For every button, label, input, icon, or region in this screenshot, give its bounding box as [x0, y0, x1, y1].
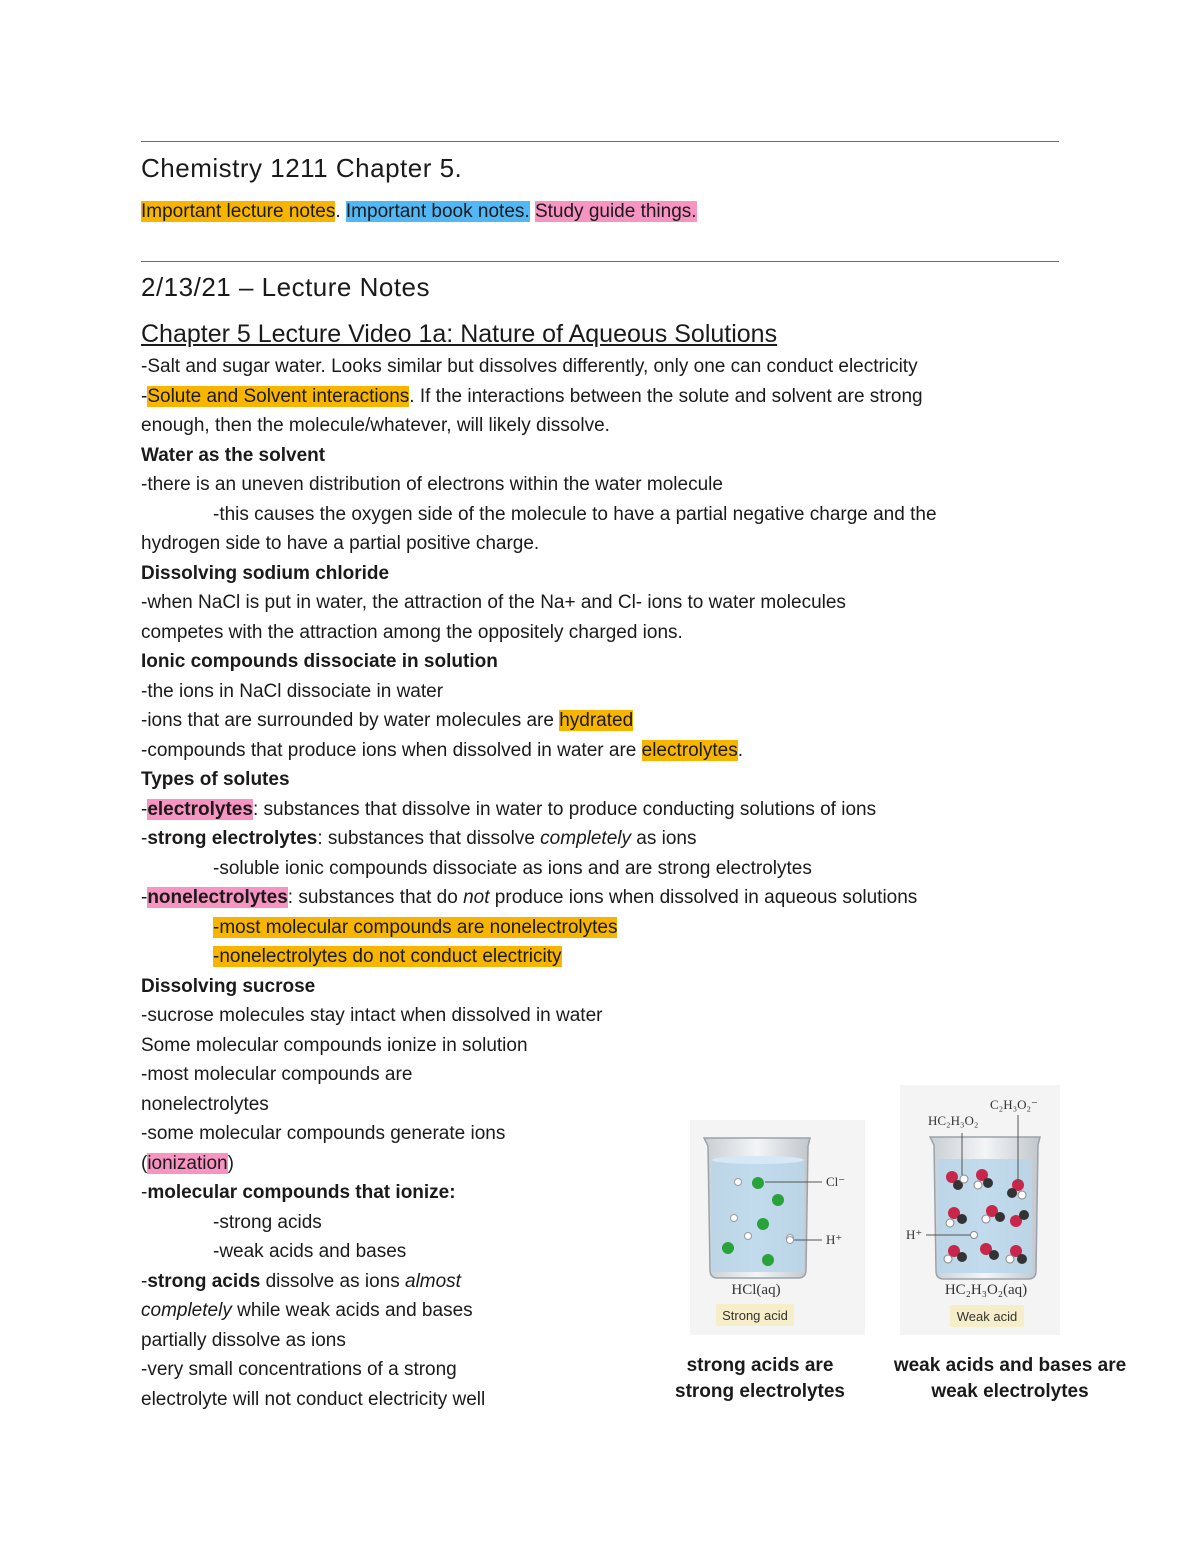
- highlight-study: nonelectrolytes: [147, 887, 288, 908]
- note-line-indented: [141, 942, 1071, 972]
- note-line: -sucrose molecules stay intact when dissolved in water: [141, 1005, 603, 1026]
- note-line: -strong electrolytes: substances that dissolve completely as ions: [141, 828, 697, 849]
- note-line: -strong acids dissolve as ions almost: [141, 1270, 461, 1292]
- chloride-ion: [752, 1177, 764, 1189]
- note-line: -nonelectrolytes: substances that do not produce ions when dissolved in aqueous solutions: [141, 887, 918, 908]
- acetate-label: C₂H₃O₂⁻: [990, 1097, 1038, 1112]
- chloride-ion: [757, 1218, 769, 1230]
- highlight-lecture: -most molecular compounds are nonelectrolytes: [213, 916, 618, 938]
- water-fill: [712, 1160, 804, 1272]
- hydrogen-ion: [731, 1215, 738, 1222]
- hydrogen-label: H⁺: [826, 1232, 843, 1247]
- acid-type-tag: Weak acid: [956, 1309, 1018, 1324]
- legend-book-notes: Important book notes.: [345, 201, 530, 222]
- note-line: nonelectrolytes: [141, 1093, 269, 1115]
- note-line: -the ions in NaCl dissociate in water: [141, 680, 444, 702]
- note-line: electrolyte will not conduct electricity well: [141, 1388, 486, 1410]
- note-line: -electrolytes: substances that dissolve in water to produce conducting solutions of ions: [141, 798, 877, 820]
- chloride-ion: [722, 1242, 734, 1254]
- color-legend: Important lecture notes. Important book notes. Study guide things.: [141, 201, 697, 222]
- formula-label: HCl(aq): [731, 1282, 781, 1298]
- note-heading: Water as the solvent: [141, 444, 326, 466]
- note-line: -Salt and sugar water. Looks similar but dissolves differently, only one can conduct electricity: [141, 356, 918, 377]
- acid-type-tag: Strong acid: [722, 1308, 788, 1323]
- highlight-lecture: hydrated: [559, 710, 634, 731]
- note-line: completely while weak acids and bases: [141, 1300, 473, 1321]
- hydrogen-ion: [735, 1179, 742, 1186]
- highlight-study: electrolytes: [147, 798, 253, 820]
- acetic-acid-molecules: [944, 1169, 1029, 1264]
- note-heading: Dissolving sodium chloride: [141, 562, 390, 584]
- formula-label: HC₂H₃O₂(aq): [944, 1282, 1028, 1298]
- note-heading: Ionic compounds dissociate in solution: [141, 651, 498, 672]
- weak-acid-caption: weak acids and bases are weak electrolytes: [893, 1355, 1127, 1402]
- note-line: partially dissolve as ions: [141, 1329, 346, 1351]
- strong-acid-caption: strong acids are strong electrolytes: [675, 1355, 845, 1402]
- chloride-ion: [762, 1254, 774, 1266]
- note-line: -molecular compounds that ionize:: [141, 1182, 456, 1203]
- top-divider: [141, 141, 1059, 142]
- chloride-label: Cl⁻: [826, 1174, 846, 1189]
- section-divider: [141, 261, 1059, 262]
- note-line: -there is an uneven distribution of electrons within the water molecule: [141, 474, 723, 495]
- note-line: -most molecular compounds are: [141, 1064, 413, 1085]
- note-line: -ions that are surrounded by water molecules are hydrated: [141, 710, 634, 731]
- weak-acid-diagram: [900, 1085, 1060, 1335]
- note-heading: Types of solutes: [141, 769, 290, 790]
- note-heading: Dissolving sucrose: [141, 975, 316, 997]
- note-line-indented: -strong acids: [213, 1211, 322, 1233]
- strong-acid-diagram: [690, 1120, 865, 1335]
- highlight-lecture: -nonelectrolytes do not conduct electricity: [213, 946, 562, 967]
- note-line: -very small concentrations of a strong: [141, 1359, 457, 1380]
- note-line-indented: -weak acids and bases: [213, 1241, 407, 1262]
- note-line: -some molecular compounds generate ions: [141, 1123, 506, 1144]
- note-line: hydrogen side to have a partial positive charge.: [141, 533, 540, 554]
- highlight-study: ionization: [147, 1152, 228, 1174]
- section-date-title: 2/13/21 – Lecture Notes: [141, 272, 431, 302]
- note-line-indented: [141, 913, 1071, 943]
- legend-study-guide: Study guide things.: [534, 201, 697, 222]
- highlight-lecture: electrolytes: [641, 739, 738, 761]
- acetic-acid-label: HC₂H₃O₂: [928, 1113, 979, 1128]
- lecture-video-heading: Chapter 5 Lecture Video 1a: Nature of Aqueous Solutions: [141, 320, 778, 348]
- note-line: -compounds that produce ions when dissolved in water are electrolytes.: [141, 739, 744, 761]
- note-line: enough, then the molecule/whatever, will likely dissolve.: [141, 415, 610, 436]
- legend-lecture-notes: Important lecture notes: [141, 201, 336, 222]
- note-line-indented: -soluble ionic compounds dissociate as ions and are strong electrolytes: [213, 857, 812, 879]
- hydrogen-ion: [745, 1233, 752, 1240]
- note-line: -Solute and Solvent interactions. If the interactions between the solute and solvent are strong: [141, 385, 923, 407]
- note-line: (ionization): [141, 1152, 234, 1174]
- note-line: competes with the attraction among the oppositely charged ions.: [141, 621, 683, 643]
- highlight-lecture: Solute and Solvent interactions: [147, 385, 410, 407]
- note-line-indented: -this causes the oxygen side of the molecule to have a partial negative charge and the: [213, 503, 937, 525]
- hydrogen-label: H⁺: [906, 1227, 923, 1242]
- note-line: Some molecular compounds ionize in solution: [141, 1034, 528, 1056]
- document-title: Chemistry 1211 Chapter 5.: [141, 153, 463, 183]
- note-line: -when NaCl is put in water, the attraction of the Na+ and Cl- ions to water molecules: [141, 592, 846, 613]
- chloride-ion: [772, 1194, 784, 1206]
